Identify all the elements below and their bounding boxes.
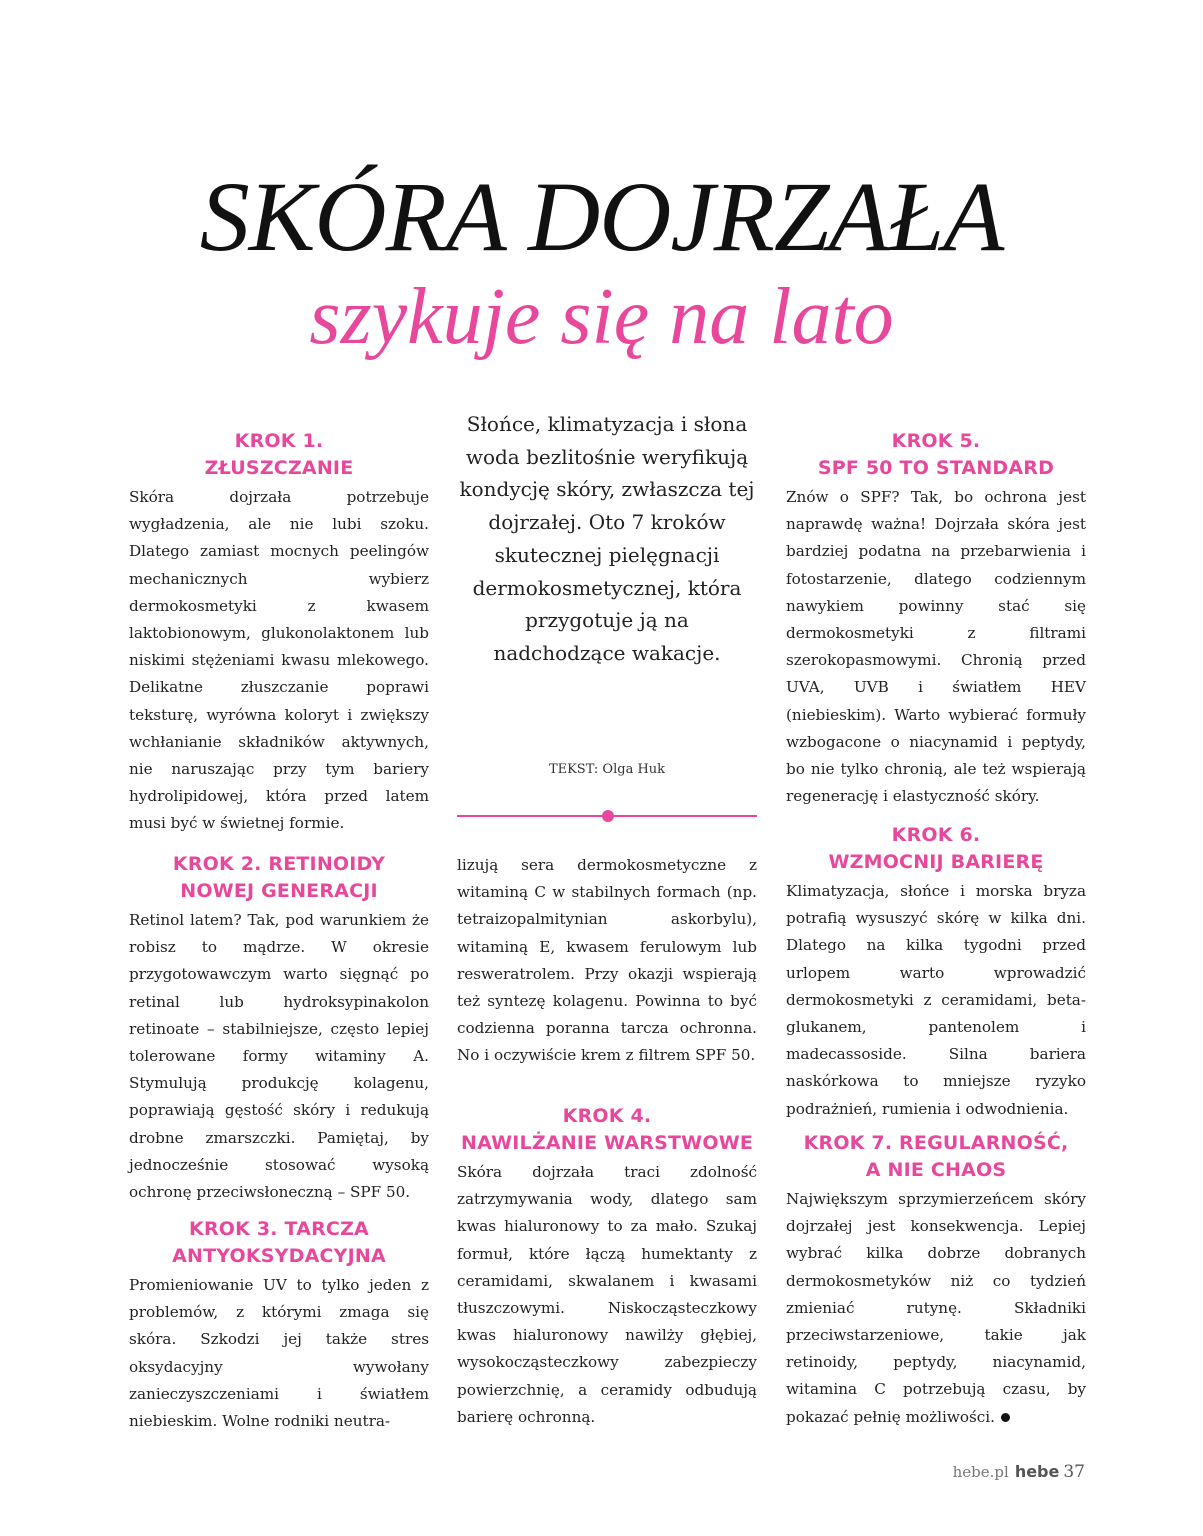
page-number: 37 [1063, 1462, 1085, 1482]
step-7-text-content: Największym sprzymierzeńcem skóry dojrzałej jest konsekwencja. Lepiej wybrać kilka dobrze dobranych dermokosmetyków niż co tydzień zmieniać rutynę. Składniki przeciwstarzeniowe, takie jak retinoidy, peptydy, niacynamid, witamina C potrzebują czasu, by pokazać pełnię możliwości. [786, 1190, 1086, 1426]
step-3-heading [129, 1216, 429, 1270]
step-3 [129, 1216, 429, 1435]
step-2-text: Retinol latem? Tak, pod warunkiem że robisz to mądrze. W okresie przygotowawczym warto sięgnąć po retinal lub hydroksypinakolon retinoate – stabilniejsze, często lepiej tolerowane formy witaminy A. Stymulują produkcję kolagenu, poprawiają gęstość skóry i redukują drobne zmarszczki. Pamiętaj, by jednocześnie stosować wysoką ochronę przeciwsłoneczną – SPF 50. [129, 911, 429, 1202]
step-3-continuation [457, 852, 757, 1070]
step-7 [786, 1130, 1086, 1431]
step-1-heading-line1: KROK 1. [234, 430, 324, 452]
step-1-heading [129, 428, 429, 482]
lead-paragraph: Słońce, klimatyzacja i słona woda bezlitośnie weryfikują kondycję skóry, zwłaszcza tej dojrzałej. Oto 7 kroków skutecznej pielęgnacji dermokosmetycznej, która przygotuje ją na nadchodzące wakacje. [459, 412, 755, 665]
page-footer [953, 1462, 1085, 1482]
step-5-heading-line1: KROK 5. [891, 430, 981, 452]
step-4-heading-line1: KROK 4. [562, 1105, 652, 1127]
step-4-text: Skóra dojrzała traci zdolność zatrzymywania wody, dlatego sam kwas hialuronowy to za mało. Szukaj formuł, które łączą humektanty z ceramidami, skwalanem i kwasami tłuszczowymi. Niskocząsteczkowy kwas hialuronowy nawilży głębiej, wysokocząsteczkowy zabezpieczy powierzchnię, a ceramidy odbudują barierę ochronną. [457, 1163, 757, 1426]
author-credit: TEKST: Olga Huk [548, 762, 666, 777]
divider-dot [602, 810, 614, 822]
step-1-heading-line2: ZŁUSZCZANIE [204, 457, 354, 479]
step-4-heading [457, 1103, 757, 1157]
step-1 [129, 428, 429, 838]
step-4 [457, 1103, 757, 1431]
step-7-heading-line2: A NIE CHAOS [865, 1159, 1007, 1181]
step-3-continuation-text: lizują sera dermokosmetyczne z witaminą C w stabilnych formach (np. tetraizopalmitynian askorbylu), witaminą E, kwasem ferulowym lub resweratrolem. Przy okazji wspierają też syntezę kolagenu. Powinna to być codzienna poranna tarcza ochronna. No i oczywiście krem z filtrem SPF 50. [457, 856, 757, 1065]
footer-site: hebe.pl [952, 1463, 1009, 1481]
step-2-heading-line1: KROK 2. RETINOIDY [172, 853, 386, 875]
step-2-heading-line2: NOWEJ GENERACJI [180, 880, 378, 902]
step-7-heading-line1: KROK 7. REGULARNOŚĆ, [803, 1132, 1069, 1154]
step-6-heading-line1: KROK 6. [891, 824, 981, 846]
end-of-article-bullet-icon [1001, 1413, 1010, 1422]
step-6-heading [786, 822, 1086, 876]
step-6-text: Klimatyzacja, słońce i morska bryza potrafią wysuszyć skórę w kilka dni. Dlatego na kilka tygodni przed urlopem warto wprowadzić dermokosmetyki z ceramidami, beta-glukanem, pantenolem i madecassoside. Silna bariera naskórkowa to mniejsze ryzyko podrażnień, rumienia i odwodnienia. [786, 882, 1086, 1118]
step-2 [129, 851, 429, 1206]
step-6 [786, 822, 1086, 1123]
step-5 [786, 428, 1086, 810]
step-1-text: Skóra dojrzała potrzebuje wygładzenia, ale nie lubi szoku. Dlatego zamiast mocnych peelingów mechanicznych wybierz dermokosmetyki z kwasem laktobionowym, glukonolaktonem lub niskimi stężeniami kwasu mlekowego. Delikatne złuszczanie poprawi teksturę, wyrówna koloryt i zwiększy wchłanianie składników aktywnych, nie naruszając przy tym bariery hydrolipidowej, która przed latem musi być w świetnej formie. [129, 488, 429, 833]
step-3-text: Promieniowanie UV to tylko jeden z problemów, z którymi zmaga się skóra. Szkodzi jej także stres oksydacyjny wywołany zanieczyszczeniami i światłem niebieskim. Wolne rodniki neutra- [129, 1276, 429, 1431]
step-7-text [786, 1186, 1086, 1431]
article-title: SKÓRA DOJRZAŁA [199, 161, 1004, 272]
step-6-heading-line2: WZMOCNIJ BARIERĘ [828, 851, 1044, 873]
step-5-text: Znów o SPF? Tak, bo ochrona jest naprawdę ważna! Dojrzała skóra jest bardziej podatna na przebarwienia i fotostarzenie, dlatego codziennym nawykiem powinny stać się dermokosmetyki z filtrami szerokopasmowymi. Chronią przed UVA, UVB i światłem HEV (niebieskim). Warto wybierać formuły wzbogacone o niacynamid i peptydy, bo nie tylko chronią, ale też wspierają regenerację i elastyczność skóry. [786, 488, 1086, 806]
step-3-heading-line2: ANTYOKSYDACYJNA [172, 1245, 386, 1267]
step-2-heading [129, 851, 429, 905]
step-5-heading [786, 428, 1086, 482]
step-5-heading-line2: SPF 50 TO STANDARD [817, 457, 1055, 479]
article-subtitle: szykuje się na lato [309, 273, 894, 361]
step-4-heading-line2: NAWILŻANIE WARSTWOWE [460, 1132, 754, 1154]
footer-brand-logo: hebe [1014, 1462, 1060, 1481]
step-7-heading [786, 1130, 1086, 1184]
step-3-heading-line1: KROK 3. TARCZA [189, 1218, 369, 1240]
